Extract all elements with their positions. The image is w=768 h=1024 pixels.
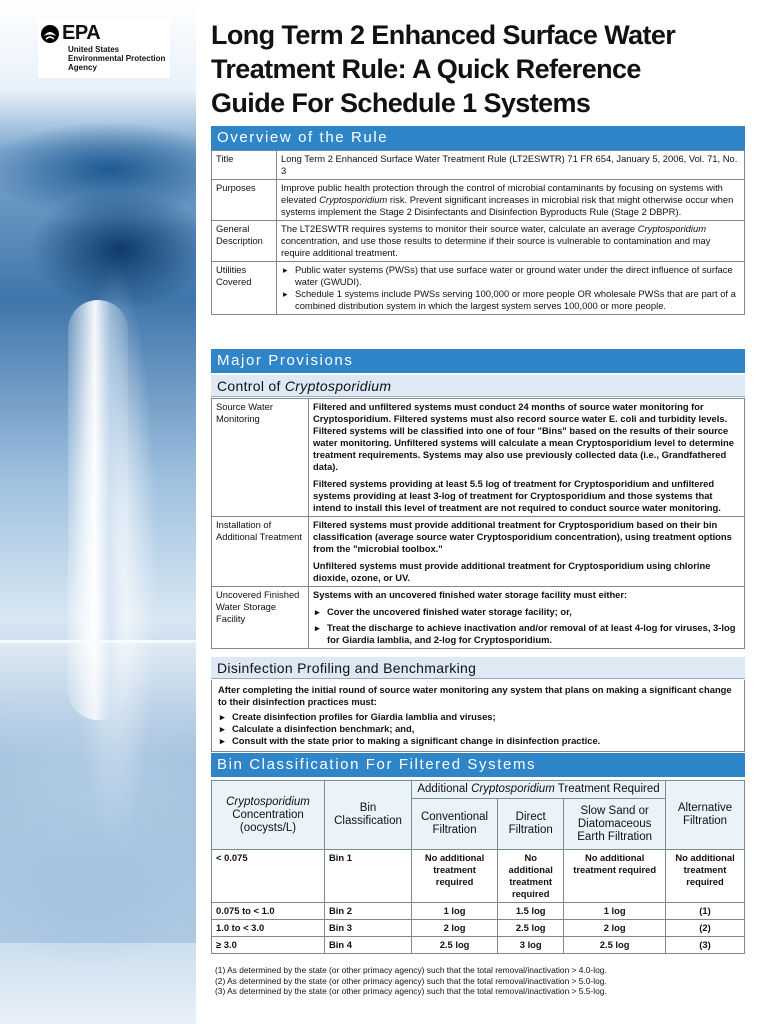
table-row: ≥ 3.0 Bin 4 2.5 log 3 log 2.5 log (3) — [212, 937, 745, 954]
row-value: Filtered systems must provide additional treatment for Cryptosporidium based on their bin classification (average source water Cryptosporidium concentration), using treatment options from the "microbial toolbox." Unfiltered systems must provide additional treatment for Cryptosporidium using chlorine dioxide, ozone, or UV. — [309, 517, 745, 587]
header-direct: Direct Filtration — [498, 799, 564, 850]
header-alternative: Alternative Filtration — [666, 781, 745, 850]
table-row — [212, 587, 745, 649]
row-label: Installation of Additional Treatment — [212, 517, 309, 587]
header-conventional: Conventional Filtration — [412, 799, 498, 850]
faucet-photo — [0, 0, 196, 1024]
table-row — [212, 262, 745, 315]
overview-table — [211, 150, 745, 315]
header-bin: Bin Classification — [325, 781, 412, 850]
list-item: ▸ Treat the discharge to achieve inactivation and/or removal of at least 4-log for viruses, 3-log for Giardia lamblia, and 2-log for Cryptosporidium. — [313, 622, 740, 646]
row-value: Filtered and unfiltered systems must conduct 24 months of source water monitoring for Cryptosporidium. Filtered systems must also record source water E. coli and turbidity levels. Filtered systems will be classified into one of four "Bins" based on the results of their source water monitoring. Unfiltered systems will calculate a mean Cryptosporidium level to determine treatment requirements. Systems may also use previously collected data (i.e., Grandfathered data). Filtered systems providing at least 5.5 log of treatment for Cryptosporidium and unfiltered systems providing at least 3-log of treatment for Cryptosporidium and those systems that intend to install this level of treatment are not required to conduct source water monitoring. — [309, 399, 745, 517]
header-slow-sand: Slow Sand or Diatomaceous Earth Filtration — [564, 799, 666, 850]
row-label: Uncovered Finished Water Storage Facility — [212, 587, 309, 649]
list-item: ▸ Create disinfection profiles for Giardia lamblia and viruses; — [218, 711, 738, 723]
table-row — [212, 517, 745, 587]
control-subheading: Control of Cryptosporidium — [211, 375, 745, 397]
table-row — [212, 221, 745, 262]
major-provisions-heading: Major Provisions — [211, 349, 745, 373]
list-item: ▸ Public water systems (PWSs) that use surface water or ground water under the direct influence of surface water (GWUDI). — [281, 264, 740, 288]
row-value: Improve public health protection through the control of microbial contaminants by focusing on systems with elevated Cryptosporidium risk. Prevent significant increases in microbial risk that might otherwise occur when systems implement the Stage 2 Disinfectants and Disinfection Byproducts Rule (Stage 2 DBPR). — [277, 180, 745, 221]
profiling-subheading: Disinfection Profiling and Benchmarking — [211, 657, 745, 679]
page-title: Long Term 2 Enhanced Surface Water Treatment Rule: A Quick Reference Guide For Schedule 1 Systems — [211, 20, 676, 118]
list-item: ▸ Schedule 1 systems include PWSs serving 100,000 or more people OR wholesale PWSs that are part of a combined distribution system in which the largest system serves 100,000 or more people. — [281, 288, 740, 312]
bin-table — [211, 780, 745, 954]
row-label: Utilities Covered — [212, 262, 277, 315]
list-item: ▸ Cover the uncovered finished water storage facility; or, — [313, 606, 740, 618]
list-item: ▸ Consult with the state prior to making a significant change in disinfection practice. — [218, 735, 738, 747]
header-additional: Additional Cryptosporidium Treatment Required — [412, 781, 666, 799]
table-row — [212, 399, 745, 517]
epa-logo — [38, 18, 170, 78]
row-value: Systems with an uncovered finished water storage facility must either: ▸ Cover the uncovered finished water storage facility; or, ▸ Treat the discharge to achieve inactivation and/or removal of at least 4-log for viruses, 3-log for Giardia lamblia, and 2-log for Cryptosporidium. — [309, 587, 745, 649]
row-label: Purposes — [212, 180, 277, 221]
header-concentration: Cryptosporidium Concentration (oocysts/L) — [212, 781, 325, 850]
table-row: < 0.075 Bin 1 No additional treatment required No additional treatment required No additional treatment required No additional treatment required — [212, 850, 745, 903]
row-label: Title — [212, 151, 277, 180]
footnote: (1) As determined by the state (or other primacy agency) such that the total removal/inactivation > 4.0-log. — [215, 965, 607, 975]
row-label: General Description — [212, 221, 277, 262]
footnote: (2) As determined by the state (or other primacy agency) such that the total removal/inactivation > 5.0-log. — [215, 975, 607, 986]
table-row — [212, 180, 745, 221]
agency-name: United States Environmental Protection Agency — [68, 45, 166, 72]
bin-classification-heading: Bin Classification For Filtered Systems — [211, 753, 745, 777]
epa-wordmark: EPA — [62, 22, 101, 44]
table-row: 0.075 to < 1.0 Bin 2 1 log 1.5 log 1 log (1) — [212, 903, 745, 920]
provisions-table — [211, 398, 745, 649]
profiling-block: After completing the initial round of source water monitoring any system that plans on making a significant change to their disinfection practices must: ▸ Create disinfection profiles for Giardia lamblia and viruses; ▸ Calculate a disinfection benchmark; and, ▸ Consult with the state prior to making a significant change in disinfection practice. — [211, 680, 745, 752]
row-value: Long Term 2 Enhanced Surface Water Treatment Rule (LT2ESWTR) 71 FR 654, January 5, 2006, Vol. 71, No. 3 — [277, 151, 745, 180]
table-row — [212, 151, 745, 180]
row-label: Source Water Monitoring — [212, 399, 309, 517]
epa-flower-icon — [40, 24, 60, 44]
table-row: 1.0 to < 3.0 Bin 3 2 log 2.5 log 2 log (2) — [212, 920, 745, 937]
overview-heading: Overview of the Rule — [211, 126, 745, 150]
list-item: ▸ Calculate a disinfection benchmark; and, — [218, 723, 738, 735]
row-value — [277, 262, 745, 315]
footnotes — [215, 965, 745, 997]
row-value: The LT2ESWTR requires systems to monitor their source water, calculate an average Cryptosporidium concentration, and use those results to determine if their source is vulnerable to contamination and may require additional treatment. — [277, 221, 745, 262]
water-glass — [0, 640, 196, 943]
footnote: (3) As determined by the state (or other primacy agency) such that the total removal/inactivation > 5.5-log. — [215, 986, 607, 996]
